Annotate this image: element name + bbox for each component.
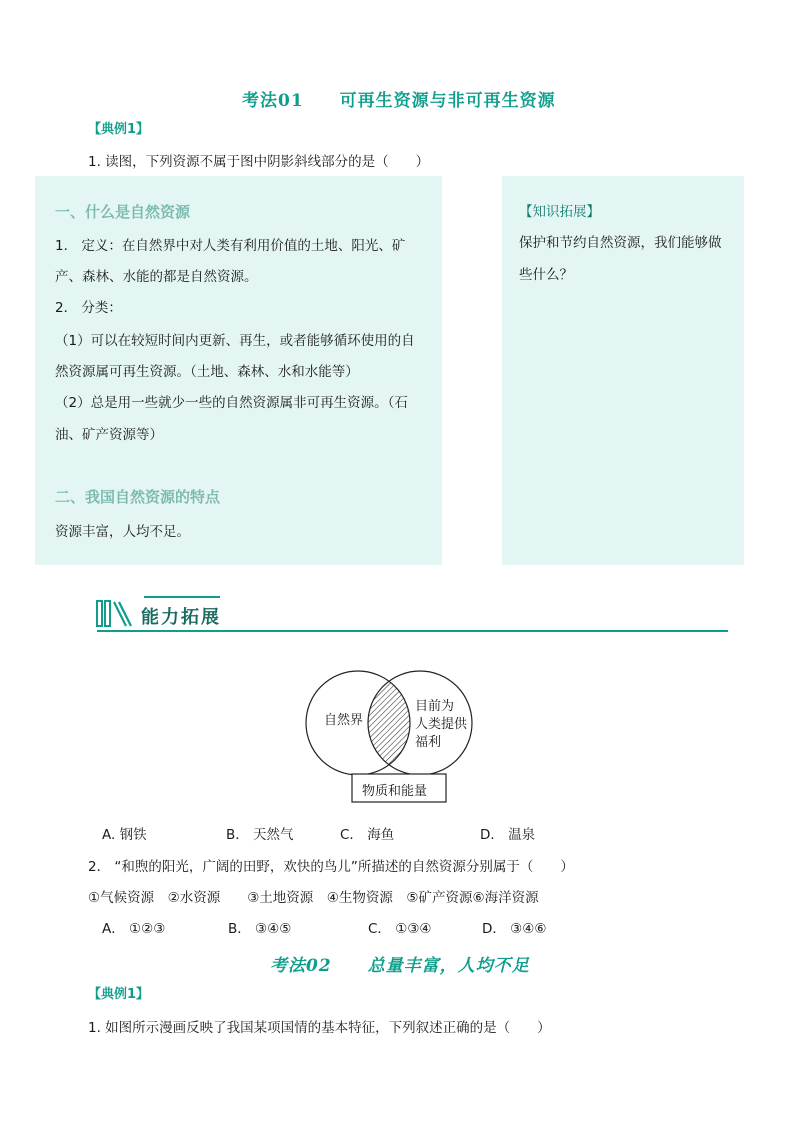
extension-line: 保护和节约自然资源，我们能够做 bbox=[519, 235, 722, 251]
q1-option-c: C． 海鱼 bbox=[340, 827, 395, 843]
question-2-choices: ①气候资源 ②水资源 ③土地资源 ④生物资源 ⑤矿产资源⑥海洋资源 bbox=[88, 890, 539, 906]
panel-line: 油、矿产资源等） bbox=[55, 427, 163, 443]
section-divider bbox=[97, 630, 728, 632]
books-icon bbox=[96, 598, 136, 628]
panel-line: 2． 分类： bbox=[55, 300, 122, 316]
venn-box-label: 物质和能量 bbox=[362, 784, 428, 799]
extension-line: 些什么？ bbox=[519, 267, 573, 283]
question-2-stem: 2． “和煦的阳光，广阔的田野，欢快的鸟儿”所描述的自然资源分别属于（ ） bbox=[88, 859, 574, 875]
question-2-1-stem: 1. 如图所示漫画反映了我国某项国情的基本特征，下列叙述正确的是（ ） bbox=[88, 1020, 551, 1036]
venn-right-label-1: 目前为 bbox=[415, 699, 455, 714]
venn-left-label: 自然界 bbox=[324, 713, 364, 728]
panel-line: （2）总是用一些就少一些的自然资源属非可再生资源。（石 bbox=[55, 395, 408, 411]
knowledge-extension-panel bbox=[502, 176, 744, 565]
panel-line: 资源丰富，人均不足。 bbox=[55, 524, 190, 540]
ability-title: 能力拓展 bbox=[141, 607, 221, 628]
q1-option-d: D． 温泉 bbox=[480, 827, 536, 843]
panel-title-natural-resources: 一、什么是自然资源 bbox=[55, 203, 191, 221]
panel-line: （1）可以在较短时间内更新、再生，或者能够循环使用的自 bbox=[55, 333, 415, 349]
question-1-stem: 1. 读图，下列资源不属于图中阴影斜线部分的是（ ） bbox=[88, 154, 430, 170]
q1-option-b: B． 天然气 bbox=[226, 827, 294, 843]
venn-right-label-2: 人类提供 bbox=[415, 717, 468, 732]
panel-title-china-resources: 二、我国自然资源的特点 bbox=[55, 488, 221, 506]
q1-option-a: A. 钢铁 bbox=[102, 827, 147, 843]
section-heading-2: 考法02 总量丰富，人均不足 bbox=[270, 956, 530, 976]
q2-option-c: C． ①③④ bbox=[368, 921, 432, 937]
q2-option-b: B． ③④⑤ bbox=[228, 921, 292, 937]
venn-right-label-3: 福利 bbox=[415, 735, 442, 750]
example-label-1: 【典例1】 bbox=[88, 122, 150, 137]
section-heading-1: 考法01 可再生资源与非可再生资源 bbox=[242, 91, 556, 111]
panel-line: 1． 定义：在自然界中对人类有利用价值的土地、阳光、矿 bbox=[55, 238, 406, 254]
example-label-2: 【典例1】 bbox=[88, 987, 150, 1002]
panel-line: 产、森林、水能的都是自然资源。 bbox=[55, 269, 258, 285]
panel-line: 然资源属可再生资源。（土地、森林、水和水能等） bbox=[55, 364, 359, 380]
title-overline bbox=[144, 596, 220, 598]
q2-option-a: A． ①②③ bbox=[102, 921, 166, 937]
q2-option-d: D． ③④⑥ bbox=[482, 921, 547, 937]
knowledge-panel bbox=[35, 176, 442, 565]
extension-title: 【知识拓展】 bbox=[519, 204, 600, 220]
